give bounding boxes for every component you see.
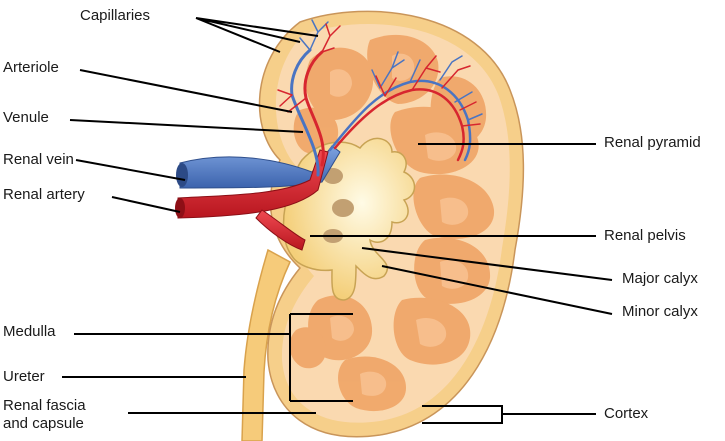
renal-artery-leader [112, 197, 180, 212]
arteriole-label: Arteriole [3, 59, 59, 76]
renal-artery-opening [175, 198, 185, 218]
renal-vein-label: Renal vein [3, 151, 74, 168]
major-calyx-label: Major calyx [622, 270, 698, 287]
medulla-label: Medulla [3, 323, 56, 340]
cortex-label: Cortex [604, 405, 649, 422]
capillaries-label: Capillaries [80, 7, 151, 24]
renal-pyramid-label: Renal pyramid [604, 134, 701, 151]
renal-pelvis-label: Renal pelvis [604, 227, 686, 244]
renal-artery-label: Renal artery [3, 186, 85, 203]
renal-vein-opening [176, 163, 188, 187]
ureter-label: Ureter [3, 368, 45, 385]
renal-vein-leader [76, 160, 185, 180]
minor-calyx-label: Minor calyx [622, 303, 698, 320]
renal-fascia-label-line2: and capsule [3, 415, 84, 432]
renal-fascia-label-line1: Renal fascia [3, 397, 86, 414]
venule-label: Venule [3, 109, 49, 126]
cortex-leader [422, 406, 596, 423]
